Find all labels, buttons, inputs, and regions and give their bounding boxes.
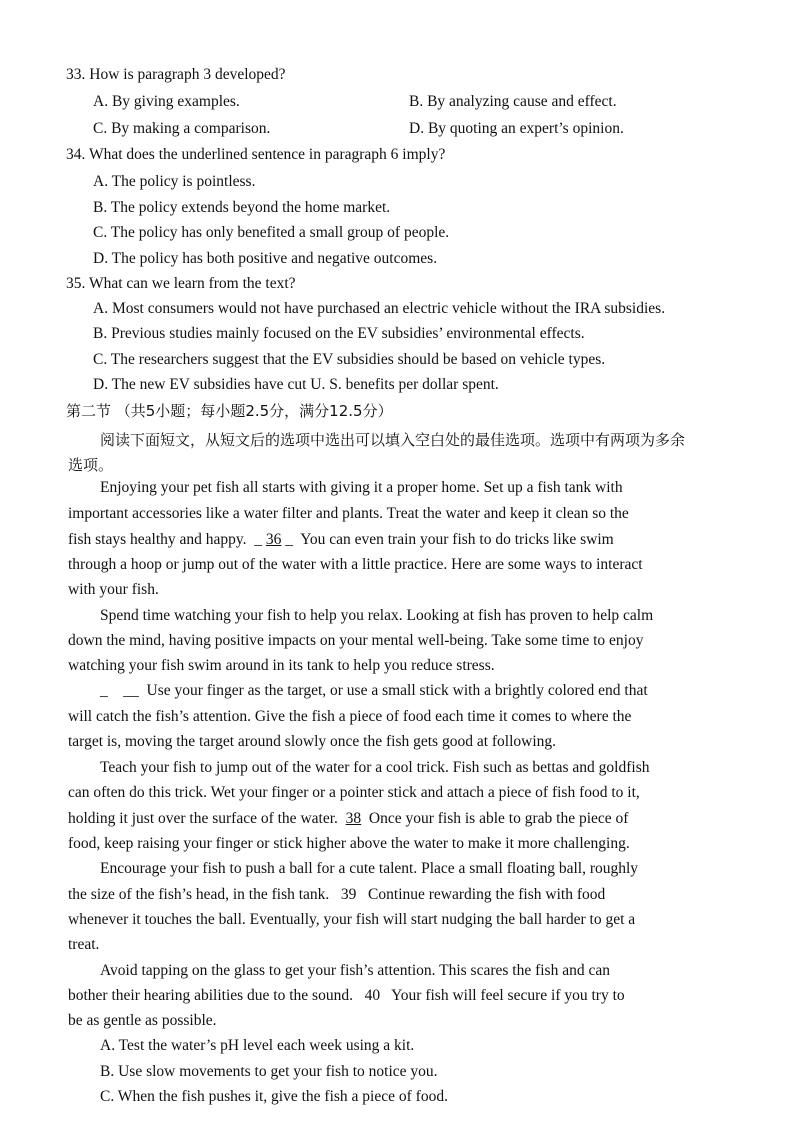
q35-stem: 35. What can we learn from the text?	[66, 275, 296, 292]
blank-36: _ 36 _	[250, 531, 297, 548]
q34-stem: 34. What does the underlined sentence in paragraph 6 imply?	[66, 146, 446, 163]
blank-40: 40	[364, 987, 381, 1004]
section-title: 第二节 （共5小题；每小题2.5分，满分12.5分）	[66, 402, 393, 420]
section-instruction-line2: 选项。	[68, 456, 114, 474]
q33-option-a: A. By giving examples.	[93, 93, 240, 110]
passage-text: You can even train your fish to do tricks like swim	[300, 531, 614, 548]
passage-text: Continue rewarding the fish with food	[368, 886, 606, 903]
passage-line: Avoid tapping on the glass to get your fish’s attention. This scares the fish and can	[100, 962, 610, 979]
passage-line	[100, 681, 648, 701]
passage-line	[68, 809, 628, 829]
passage-line	[68, 986, 625, 1006]
blank-39: 39	[340, 886, 357, 903]
passage-line: important accessories like a water filter and plants. Treat the water and keep it clean so the	[68, 505, 629, 522]
q33-option-d: D. By quoting an expert’s opinion.	[409, 120, 624, 137]
passage-line: whenever it touches the ball. Eventually, your fish will start nudging the ball harder to get a	[68, 911, 636, 928]
q35-option-b: B. Previous studies mainly focused on the EV subsidies’ environmental effects.	[93, 325, 585, 342]
passage-line: watching your fish swim around in its tank to help you reduce stress.	[68, 657, 495, 674]
passage-line	[68, 885, 605, 905]
section-instruction-line1: 阅读下面短文，从短文后的选项中选出可以填入空白处的最佳选项。选项中有两项为多余	[100, 431, 686, 449]
passage-line: through a hoop or jump out of the water with a little practice. Here are some ways to interact	[68, 556, 643, 573]
passage-line: Spend time watching your fish to help you relax. Looking at fish has proven to help calm	[100, 607, 654, 624]
passage-line	[68, 530, 614, 550]
passage-line: treat.	[68, 936, 100, 953]
passage-line: Enjoying your pet fish all starts with giving it a proper home. Set up a fish tank with	[100, 479, 623, 496]
option-c: C. When the fish pushes it, give the fish a piece of food.	[100, 1088, 448, 1105]
q34-option-a: A. The policy is pointless.	[93, 173, 256, 190]
passage-line: can often do this trick. Wet your finger or a pointer stick and attach a piece of fish food to it,	[68, 784, 640, 801]
passage-line: Encourage your fish to push a ball for a cute talent. Place a small floating ball, roughly	[100, 860, 639, 877]
q33-option-b: B. By analyzing cause and effect.	[409, 93, 617, 110]
passage-line: Teach your fish to jump out of the water for a cool trick. Fish such as bettas and goldfish	[100, 759, 650, 776]
passage-text: bother their hearing abilities due to the sound.	[68, 987, 353, 1004]
blank-38: 38	[345, 810, 362, 827]
passage-line: down the mind, having positive impacts on your mental well-being. Take some time to enjoy	[68, 632, 644, 649]
passage-line: be as gentle as possible.	[68, 1012, 217, 1029]
option-b: B. Use slow movements to get your fish to notice you.	[100, 1063, 438, 1080]
q33-option-c: C. By making a comparison.	[93, 120, 271, 137]
q35-option-c: C. The researchers suggest that the EV subsidies should be based on vehicle types.	[93, 351, 606, 368]
passage-line: will catch the fish’s attention. Give the fish a piece of food each time it comes to where the	[68, 708, 632, 725]
passage-line: target is, moving the target around slowly once the fish gets good at following.	[68, 733, 557, 750]
q34-option-b: B. The policy extends beyond the home market.	[93, 199, 391, 216]
passage-line: with your fish.	[68, 581, 159, 598]
q35-option-d: D. The new EV subsidies have cut U. S. benefits per dollar spent.	[93, 376, 499, 393]
passage-text: the size of the fish’s head, in the fish tank.	[68, 886, 330, 903]
q33-stem: 33. How is paragraph 3 developed?	[66, 66, 286, 83]
passage-text: Once your fish is able to grab the piece of	[368, 810, 629, 827]
passage-text: Use your finger as the target, or use a small stick with a brightly colored end that	[146, 682, 648, 699]
blank-37: _ __	[100, 682, 143, 699]
q34-option-c: C. The policy has only benefited a small group of people.	[93, 224, 450, 241]
option-a: A. Test the water’s pH level each week using a kit.	[100, 1037, 415, 1054]
passage-text: Your fish will feel secure if you try to	[391, 987, 625, 1004]
passage-text: holding it just over the surface of the water.	[68, 810, 338, 827]
passage-line: food, keep raising your finger or stick higher above the water to make it more challenging.	[68, 835, 630, 852]
q35-option-a: A. Most consumers would not have purchased an electric vehicle without the IRA subsidies.	[93, 300, 666, 317]
passage-text: fish stays healthy and happy.	[68, 531, 247, 548]
q34-option-d: D. The policy has both positive and negative outcomes.	[93, 250, 438, 267]
